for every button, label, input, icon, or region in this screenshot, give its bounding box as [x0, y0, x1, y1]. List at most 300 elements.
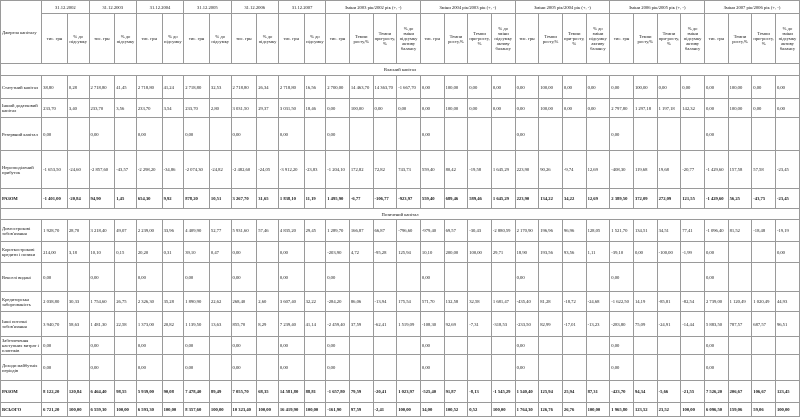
table-cell: 0,00 — [468, 76, 492, 99]
table-cell — [752, 118, 776, 151]
row-label: Довгострокові зобов'язання — [1, 220, 42, 242]
table-cell: 13,63 — [209, 312, 231, 337]
row-label: РАЗОМ — [1, 381, 42, 403]
table-cell: 100,00 — [468, 242, 492, 263]
table-cell: -62,41 — [373, 312, 397, 337]
table-cell: 157,58 — [728, 151, 752, 189]
year-subheader: тис. грн — [89, 14, 115, 64]
table-row — [1, 381, 800, 403]
table-cell: 0,00 — [610, 118, 634, 151]
change-subheader: Темпи росту,% — [444, 14, 468, 64]
table-cell — [257, 118, 279, 151]
table-cell: 0,00 — [775, 99, 799, 118]
row-label: Забезпечення наступних витрат і платежів — [1, 337, 42, 355]
table-cell — [562, 355, 586, 381]
table-cell: 1 645,29 — [491, 151, 515, 189]
change-subheader: % до зміни підсумку активу балансу — [681, 14, 705, 64]
year-subheader: тис. грн — [184, 14, 210, 64]
table-cell: 0,00 — [397, 99, 421, 118]
table-cell: 0,00 — [704, 242, 728, 263]
table-cell: -408,30 — [610, 151, 634, 189]
table-cell: 0,00 — [681, 76, 705, 99]
table-cell: 233,70 — [89, 99, 115, 118]
table-cell: 5 939,00 — [136, 381, 162, 403]
table-cell: 97,59 — [349, 403, 373, 417]
year-subheader: тис. грн — [136, 14, 162, 64]
table-row — [1, 220, 800, 242]
table-cell: 20,20 — [136, 242, 162, 263]
table-cell: 0,00 — [420, 76, 444, 99]
table-cell: 125,94 — [539, 381, 563, 403]
table-cell — [257, 242, 279, 263]
table-cell — [539, 355, 563, 381]
table-cell: 1 519,09 — [397, 312, 421, 337]
row-label: Інші поточні зобов'язання — [1, 312, 42, 337]
table-cell — [162, 118, 184, 151]
table-cell: 559,40 — [420, 151, 444, 189]
table-cell — [681, 355, 705, 381]
table-cell — [728, 355, 752, 381]
table-cell: 25,94 — [562, 381, 586, 403]
table-cell: 77,41 — [681, 220, 705, 242]
table-cell: 0,00 — [231, 337, 257, 355]
table-cell — [752, 355, 776, 381]
table-cell — [349, 263, 373, 292]
table-cell: 743,73 — [397, 151, 421, 189]
table-cell: 90,26 — [539, 151, 563, 189]
table-cell: -283,80 — [610, 312, 634, 337]
table-cell: 0,00 — [326, 263, 350, 292]
table-cell: 33,96 — [162, 220, 184, 242]
table-cell: -2,41 — [373, 403, 397, 417]
change-header: Зміни 2004 рік/2003 рік (+, -) — [420, 1, 515, 14]
table-cell: 0,00 — [184, 118, 210, 151]
table-cell: 2 718,80 — [231, 76, 257, 99]
table-cell: -85,81 — [657, 292, 681, 312]
table-cell: 0,00 — [633, 242, 657, 263]
year-header: 31.12.2007 — [278, 1, 325, 14]
table-cell: 26,75 — [115, 292, 137, 312]
table-cell — [657, 355, 681, 381]
table-cell: -1 653,50 — [42, 151, 68, 189]
table-cell — [586, 337, 610, 355]
table-cell: 6 096,50 — [704, 403, 728, 417]
table-cell: 88,81 — [304, 381, 326, 403]
section-row-borrowed — [1, 209, 800, 220]
year-header: 31.12.2004 — [136, 1, 183, 14]
table-cell — [257, 263, 279, 292]
table-cell: -82,54 — [681, 292, 705, 312]
table-row — [1, 118, 800, 151]
table-cell: 0,00 — [586, 99, 610, 118]
table-cell: 175,54 — [397, 292, 421, 312]
table-cell: 34,51 — [657, 220, 681, 242]
change-subheader: Темпи при-росту, % — [468, 14, 492, 64]
table-cell: 86,06 — [349, 292, 373, 312]
table-cell — [633, 355, 657, 381]
table-cell — [728, 242, 752, 263]
change-subheader: Темпи при-росту, % — [752, 14, 776, 64]
table-cell — [539, 263, 563, 292]
table-cell: -24,82 — [209, 151, 231, 189]
table-cell — [257, 337, 279, 355]
table-cell: 0,00 — [373, 99, 397, 118]
table-cell: 166,87 — [349, 220, 373, 242]
table-cell — [775, 337, 799, 355]
table-cell: 787,57 — [728, 312, 752, 337]
table-cell: -203,90 — [326, 242, 350, 263]
table-cell: 0,28 — [67, 76, 89, 99]
table-cell: 3,18 — [67, 242, 89, 263]
change-header: Зміни 2005 рік/2004 рік (+, -) — [515, 1, 610, 14]
table-cell: 100,00 — [257, 403, 279, 417]
table-cell — [468, 337, 492, 355]
table-cell — [397, 337, 421, 355]
change-subheader: Темпи росту,% — [349, 14, 373, 64]
table-cell: 0,00 — [704, 263, 728, 292]
change-subheader: тис. грн — [704, 14, 728, 64]
table-cell: 49,07 — [115, 220, 137, 242]
table-cell: 2,80 — [209, 99, 231, 118]
table-cell: 66,87 — [373, 220, 397, 242]
table-cell: 57,58 — [752, 151, 776, 189]
table-cell: 0,00 — [89, 355, 115, 381]
table-cell — [657, 118, 681, 151]
table-cell: 79,59 — [349, 381, 373, 403]
table-cell: 0,00 — [231, 118, 257, 151]
table-cell: 14 463,70 — [349, 76, 373, 99]
table-cell: 1 120,49 — [728, 292, 752, 312]
table-cell — [468, 118, 492, 151]
table-cell: 223,90 — [515, 151, 539, 189]
table-cell: 93,56 — [562, 242, 586, 263]
table-cell — [304, 118, 326, 151]
change-header: Зміни 2003 рік/2002 рік (+, -) — [326, 1, 421, 14]
table-cell — [633, 263, 657, 292]
change-subheader: Темпи при-росту, % — [562, 14, 586, 64]
table-cell: 41,24 — [162, 76, 184, 99]
table-cell: 0,00 — [136, 118, 162, 151]
table-cell: -106,77 — [373, 189, 397, 209]
table-cell: 2 739,00 — [704, 292, 728, 312]
table-cell — [397, 263, 421, 292]
table-cell: 4,72 — [349, 242, 373, 263]
table-cell: -17,01 — [562, 312, 586, 337]
table-cell: 16 419,90 — [278, 403, 304, 417]
table-cell: -14,44 — [681, 312, 705, 337]
row-label: Короткострокові кредити і позики — [1, 242, 42, 263]
table-cell: 6 593,30 — [136, 403, 162, 417]
year-header: 31.12.2006 — [231, 1, 278, 14]
table-cell: 0,00 — [704, 355, 728, 381]
table-cell: 121,55 — [681, 189, 705, 209]
table-cell: 100,00 — [728, 76, 752, 99]
table-cell: 0,00 — [42, 263, 68, 292]
table-cell: 100,00 — [162, 403, 184, 417]
table-cell: 1 139,50 — [184, 312, 210, 337]
table-cell: 8 122,20 — [42, 381, 68, 403]
table-cell: 87,31 — [586, 381, 610, 403]
table-cell: 0,00 — [278, 263, 304, 292]
table-cell: 3 218,40 — [89, 220, 115, 242]
table-cell: 0,00 — [136, 355, 162, 381]
table-cell: 18,90 — [515, 242, 539, 263]
table-cell — [373, 337, 397, 355]
table-cell: 6 559,30 — [89, 403, 115, 417]
table-cell: 12,69 — [586, 151, 610, 189]
table-cell: -423,70 — [610, 381, 634, 403]
table-cell: -13,94 — [373, 292, 397, 312]
table-cell: 0,00 — [231, 355, 257, 381]
table-cell: 214,00 — [42, 242, 68, 263]
table-cell: 96,96 — [562, 220, 586, 242]
table-cell: 0,52 — [468, 403, 492, 417]
header-row-2 — [1, 14, 800, 64]
table-cell: 0,00 — [491, 99, 515, 118]
table-cell: 100,00 — [304, 403, 326, 417]
table-cell: 2 170,90 — [515, 220, 539, 242]
table-cell: 223,90 — [515, 189, 539, 209]
table-cell: 0,00 — [326, 99, 350, 118]
table-cell: 1 020,49 — [752, 292, 776, 312]
table-cell: 1 289,70 — [326, 220, 350, 242]
table-cell: 268,40 — [231, 292, 257, 312]
table-cell: -34,86 — [162, 151, 184, 189]
table-cell: -95,28 — [373, 242, 397, 263]
table-cell: 1 540,40 — [515, 381, 539, 403]
table-cell: -5,66 — [657, 381, 681, 403]
table-cell: 0,00 — [42, 355, 68, 381]
year-subheader: % до підсумку — [115, 14, 137, 64]
table-cell: 3 267,70 — [231, 189, 257, 209]
table-cell: 1,11 — [586, 242, 610, 263]
table-cell: 0,00 — [468, 99, 492, 118]
table-cell: 39,10 — [184, 242, 210, 263]
table-cell: 29,71 — [491, 242, 515, 263]
table-cell: 0,00 — [278, 337, 304, 355]
table-cell: 100,00 — [397, 403, 421, 417]
table-cell: 106,67 — [752, 381, 776, 403]
table-cell: -2 298,20 — [136, 151, 162, 189]
table-cell: -23,83 — [304, 151, 326, 189]
table-cell — [304, 337, 326, 355]
table-cell — [491, 355, 515, 381]
table-cell — [539, 337, 563, 355]
year-header: 31.12.2003 — [89, 1, 136, 14]
table-cell — [373, 355, 397, 381]
row-label-header: Джерела капіталу — [1, 1, 42, 64]
table-cell — [349, 118, 373, 151]
table-cell — [115, 355, 137, 381]
table-cell — [752, 337, 776, 355]
table-cell: -2 074,30 — [184, 151, 210, 189]
table-cell: 57,46 — [257, 220, 279, 242]
table-cell: -1 429,60 — [704, 189, 728, 209]
table-cell — [373, 118, 397, 151]
table-cell: -20,77 — [681, 151, 705, 189]
table-cell: 589,46 — [468, 189, 492, 209]
table-cell: 0,00 — [704, 99, 728, 118]
table-cell: 2 718,80 — [278, 76, 304, 99]
table-body — [1, 64, 800, 417]
table-cell: -1 429,60 — [704, 151, 728, 189]
table-cell — [657, 263, 681, 292]
table-cell — [491, 263, 515, 292]
table-cell: 134,51 — [633, 220, 657, 242]
table-cell: 7 478,40 — [184, 381, 210, 403]
table-cell: 0,00 — [704, 118, 728, 151]
table-cell: 233,70 — [42, 99, 68, 118]
table-cell — [752, 263, 776, 292]
table-cell: 100,00 — [444, 76, 468, 99]
table-cell — [209, 337, 231, 355]
row-label: Доходи майбутніх періодів — [1, 355, 42, 381]
table-row — [1, 76, 800, 99]
table-cell — [67, 355, 89, 381]
table-cell: 32,53 — [209, 76, 231, 99]
table-cell: 89,49 — [209, 381, 231, 403]
table-cell: 2 326,30 — [136, 292, 162, 312]
change-subheader: % до зміни підсумку активу балансу — [775, 14, 799, 64]
table-cell: 159,06 — [728, 403, 752, 417]
table-cell — [162, 337, 184, 355]
table-cell: 34,00 — [420, 403, 444, 417]
table-cell: -1 204,10 — [326, 151, 350, 189]
change-subheader: Темпи росту,% — [539, 14, 563, 64]
table-cell: -979,40 — [420, 220, 444, 242]
table-cell: 1 965,80 — [610, 403, 634, 417]
table-cell: 0,00 — [89, 263, 115, 292]
table-cell: 0,00 — [420, 99, 444, 118]
year-subheader: % до підсумку — [67, 14, 89, 64]
table-cell: -233,50 — [515, 312, 539, 337]
table-cell: 0,00 — [184, 337, 210, 355]
table-cell — [162, 263, 184, 292]
table-cell: -20,41 — [373, 381, 397, 403]
table-cell: 1 764,30 — [515, 403, 539, 417]
table-cell: 233,70 — [136, 99, 162, 118]
table-cell: 75,09 — [633, 312, 657, 337]
table-cell: 82,99 — [539, 312, 563, 337]
table-cell: 172,82 — [349, 151, 373, 189]
change-subheader: тис. грн — [326, 14, 350, 64]
table-cell: 100,00 — [209, 403, 231, 417]
table-cell: 0,00 — [610, 263, 634, 292]
table-cell: 0,00 — [136, 337, 162, 355]
table-cell: 8,29 — [257, 312, 279, 337]
table-cell: 0,00 — [491, 76, 515, 99]
table-cell: 0,00 — [515, 337, 539, 355]
table-cell: 1 645,29 — [491, 189, 515, 209]
table-cell — [67, 118, 89, 151]
table-cell: 14,19 — [633, 292, 657, 312]
table-cell: 22,58 — [115, 312, 137, 337]
year-subheader: тис. грн — [231, 14, 257, 64]
table-cell: 3,40 — [67, 99, 89, 118]
table-cell: 1 838,10 — [278, 189, 304, 209]
table-cell: 3 031,50 — [231, 99, 257, 118]
table-cell — [586, 118, 610, 151]
table-cell: -923,97 — [397, 189, 421, 209]
table-cell — [468, 355, 492, 381]
table-cell: 654,30 — [136, 189, 162, 209]
change-subheader: % до зміни підсумку активу балансу — [586, 14, 610, 64]
table-cell: 0,15 — [115, 242, 137, 263]
table-cell — [444, 355, 468, 381]
table-cell: 98,55 — [115, 381, 137, 403]
table-cell — [349, 355, 373, 381]
table-cell: -1 622,50 — [610, 292, 634, 312]
table-cell: 100,00 — [444, 99, 468, 118]
table-cell: 5 883,50 — [704, 312, 728, 337]
table-cell: 91,87 — [444, 381, 468, 403]
table-cell: 100,52 — [444, 403, 468, 417]
change-header: Зміни 2007 рік/2006 рік (+, -) — [704, 1, 799, 14]
table-cell: 1 928,70 — [42, 220, 68, 242]
year-subheader: % до підсумку — [257, 14, 279, 64]
table-cell: -24,60 — [67, 151, 89, 189]
table-cell: -525,40 — [420, 381, 444, 403]
table-cell: 200,00 — [444, 242, 468, 263]
table-cell: 2 718,80 — [184, 76, 210, 99]
table-cell: 14 581,80 — [278, 381, 304, 403]
table-cell: 2,60 — [257, 292, 279, 312]
table-row — [1, 403, 800, 417]
row-label: Статутний капітал — [1, 76, 42, 99]
table-cell — [775, 118, 799, 151]
table-cell — [775, 263, 799, 292]
table-cell: 56,25 — [728, 189, 752, 209]
table-cell — [373, 263, 397, 292]
table-cell — [775, 355, 799, 381]
table-cell: 134,22 — [539, 189, 563, 209]
table-cell: 142,32 — [681, 99, 705, 118]
table-row — [1, 337, 800, 355]
change-header: Зміни 2006 рік/2005 рік (+, -) — [610, 1, 705, 14]
table-cell: 0,00 — [89, 337, 115, 355]
table-cell — [115, 263, 137, 292]
table-cell: 2 797,80 — [610, 99, 634, 118]
table-cell — [562, 118, 586, 151]
row-label: Кредиторська заборгованість — [1, 292, 42, 312]
row-label: Нерозподілений прибуток — [1, 151, 42, 189]
table-cell: 32,22 — [304, 292, 326, 312]
table-cell: 1 373,00 — [136, 312, 162, 337]
table-cell: 100,00 — [67, 403, 89, 417]
table-cell: 35,28 — [162, 292, 184, 312]
header-row-1 — [1, 1, 800, 14]
table-cell — [586, 263, 610, 292]
change-subheader: тис. грн — [610, 14, 634, 64]
table-cell — [681, 337, 705, 355]
table-cell: 3 607,40 — [278, 292, 304, 312]
table-cell: 6 464,40 — [89, 381, 115, 403]
table-cell: 125,94 — [397, 242, 421, 263]
table-cell: 4 835,20 — [278, 220, 304, 242]
table-cell: 12,69 — [586, 189, 610, 209]
table-cell — [397, 118, 421, 151]
table-cell: 0,00 — [775, 76, 799, 99]
table-cell: 559,40 — [420, 189, 444, 209]
table-cell: -19,58 — [468, 151, 492, 189]
table-cell: 92,69 — [444, 312, 468, 337]
row-label: РАЗОМ — [1, 189, 42, 209]
table-cell: 689,46 — [444, 189, 468, 209]
table-cell: 0,00 — [610, 355, 634, 381]
table-cell: 1 521,70 — [610, 220, 634, 242]
table-cell: 1 197,18 — [657, 99, 681, 118]
table-cell — [633, 337, 657, 355]
